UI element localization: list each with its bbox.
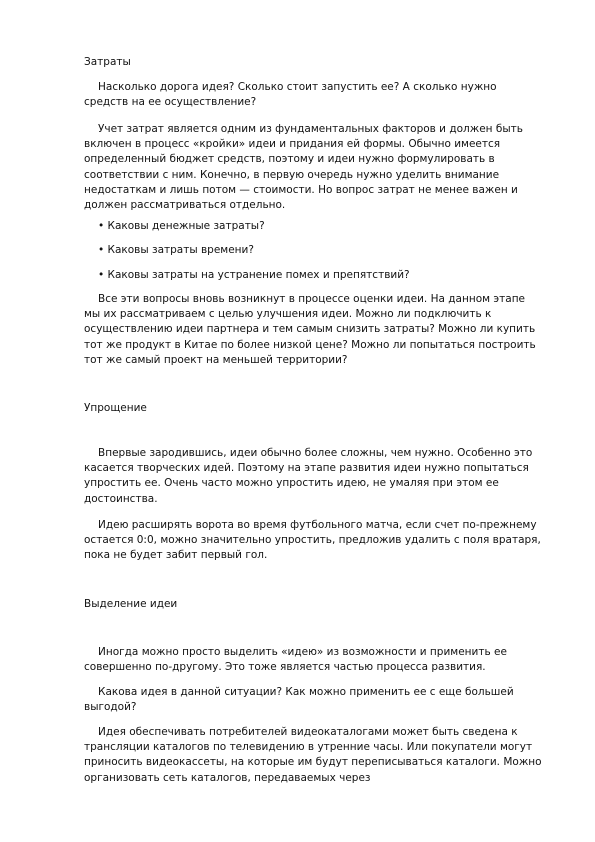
paragraph: Иногда можно просто выделить «идею» из возможности и применить ее совершенно по-другому. Это тоже является частью процесса развития. xyxy=(84,646,507,674)
section-heading-simplification: Упрощение xyxy=(84,402,147,414)
paragraph: Учет затрат является одним из фундаментальных факторов и должен быть включен в процесс «кройки» идеи и придания ей формы. Обычно имеется определенный бюджет средств, поэтому и идеи нужно формулировать в соответствии с ним. Конечно, в первую очередь нужно уделить внимание недостаткам и лишь потом — стоимости. Но вопрос затрат не менее важен и должен рассматриваться отдельно. xyxy=(84,123,523,212)
bullet-item: • Каковы затраты времени? xyxy=(98,244,254,256)
bullet-item: • Каковы денежные затраты? xyxy=(98,220,265,232)
section-heading-costs: Затраты xyxy=(84,56,131,68)
paragraph: Какова идея в данной ситуации? Как можно применить ее с еще большей выгодой? xyxy=(84,686,514,714)
paragraph: Все эти вопросы вновь возникнут в процессе оценки идеи. На данном этапе мы их рассматриваем с целью улучшения идеи. Можно ли подключить к осуществлению идеи партнера и тем самым снизить затраты? Можно ли купить тот же продукт в Китае по более низкой цене? Можно ли попытаться построить тот же самый проект на меньшей территории? xyxy=(84,293,536,366)
paragraph: Впервые зародившись, идеи обычно более сложны, чем нужно. Особенно это касается творческих идей. Поэтому на этапе развития идеи нужно попытаться упростить ее. Очень часто можно упростить идею, не умаляя при этом ее достоинства. xyxy=(84,447,533,505)
paragraph: Идея обеспечивать потребителей видеокаталогами может быть сведена к трансляции каталогов по телевидению в утренние часы. Или покупатели могут приносить видеокассеты, на которые им будут переписываться каталоги. Можно организовать сеть каталогов, передаваемых через xyxy=(84,726,542,784)
paragraph: Идею расширять ворота во время футбольного матча, если счет по-прежнему остается 0:0, можно значительно упростить, предложив удалить с поля вратаря, пока не будет забит первый гол. xyxy=(84,519,541,562)
section-heading-idea-extraction: Выделение идеи xyxy=(84,598,178,610)
bullet-item: • Каковы затраты на устранение помех и препятствий? xyxy=(98,269,410,281)
paragraph: Насколько дорога идея? Сколько стоит запустить ее? А сколько нужно средств на ее осуществление? xyxy=(84,81,497,109)
